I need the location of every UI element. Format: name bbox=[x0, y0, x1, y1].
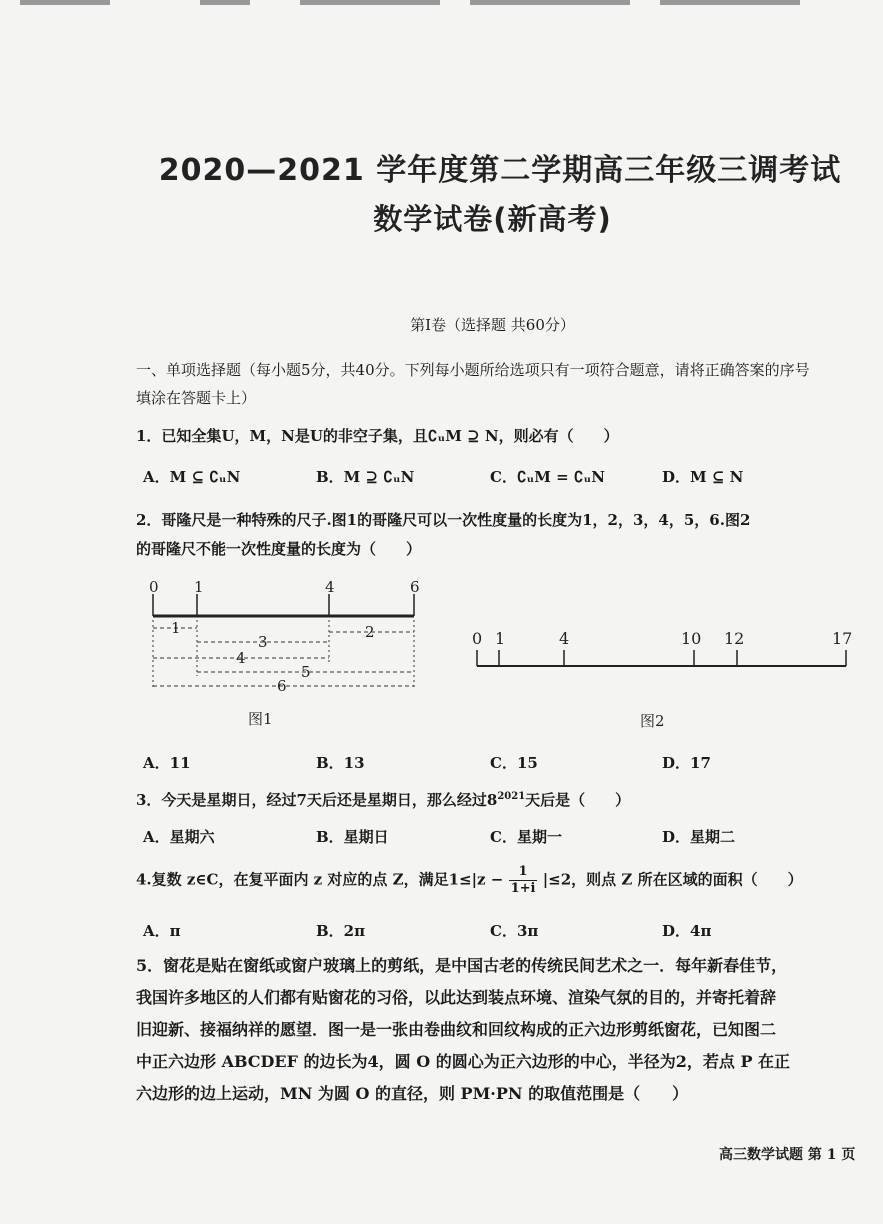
golomb-ruler-figure-2 bbox=[462, 622, 862, 734]
question-5-line-1: 5．窗花是贴在窗纸或窗户玻璃上的剪纸，是中国古老的传统民间艺术之一．每年新春佳节， bbox=[136, 956, 788, 975]
ruler-ticks bbox=[477, 650, 846, 666]
question-1-option-b: B．M ⊇ ∁ᵤN bbox=[316, 468, 415, 486]
tick-label: 1 bbox=[495, 629, 506, 648]
question-3-option-a: A．星期六 bbox=[143, 828, 215, 846]
figure-caption: 图2 bbox=[640, 712, 665, 730]
question-5-line-2: 我国许多地区的人们都有贴窗花的习俗，以此达到装点环境、渲染气氛的目的，并寄托着辞 bbox=[136, 988, 777, 1007]
part-heading: 第Ⅰ卷（选择题 共60分） bbox=[410, 316, 575, 334]
question-3-option-c: C．星期一 bbox=[490, 828, 562, 846]
tick-label: 0 bbox=[149, 578, 159, 596]
scan-mark bbox=[200, 0, 250, 5]
question-2-option-d: D．17 bbox=[662, 754, 711, 772]
scan-mark bbox=[20, 0, 110, 5]
measure-label: 4 bbox=[236, 649, 246, 667]
question-3-stem-post: 天后是（ ） bbox=[525, 791, 631, 809]
question-2-option-b: B．13 bbox=[316, 754, 365, 772]
question-5-line-5: 六边形的边上运动，MN 为圆 O 的直径，则 PM·PN 的取值范围是（ ） bbox=[136, 1084, 689, 1103]
question-4-stem bbox=[136, 864, 803, 897]
tick-label: 0 bbox=[472, 629, 483, 648]
golomb-ruler-figure-1 bbox=[140, 572, 430, 732]
tick-label: 4 bbox=[325, 578, 335, 596]
tick-label: 17 bbox=[832, 629, 853, 648]
measure-label: 1 bbox=[171, 619, 181, 637]
question-2-stem-cont: 的哥隆尺不能一次性度量的长度为（ ） bbox=[136, 540, 422, 558]
tick-label: 12 bbox=[724, 629, 745, 648]
question-5-line-3: 旧迎新、接福纳祥的愿望．图一是一张由卷曲纹和回纹构成的正六边形剪纸窗花，已知图二 bbox=[136, 1020, 777, 1039]
exam-title: 2020—2021 学年度第二学期高三年级三调考试 bbox=[158, 153, 842, 188]
tick-label: 1 bbox=[194, 578, 204, 596]
figure-caption: 图1 bbox=[248, 710, 273, 728]
question-1-option-c: C．∁ᵤM = ∁ᵤN bbox=[490, 468, 605, 486]
tick-label: 10 bbox=[681, 629, 702, 648]
ruler-ticks bbox=[153, 594, 414, 616]
section-instruction-cont: 填涂在答题卡上） bbox=[136, 389, 257, 407]
scan-mark bbox=[300, 0, 440, 5]
question-1-option-a: A．M ⊆ ∁ᵤN bbox=[143, 468, 241, 486]
tick-label: 4 bbox=[559, 629, 570, 648]
question-3-stem-pre: 3．今天是星期日，经过7天后还是星期日，那么经过8 bbox=[136, 791, 498, 809]
measure-label: 5 bbox=[301, 663, 311, 681]
section-instruction: 一、单项选择题（每小题5分，共40分。下列每小题所给选项只有一项符合题意，请将正确答案的序号 bbox=[136, 361, 810, 379]
scan-mark bbox=[470, 0, 630, 5]
question-5-line-4: 中正六边形 ABCDEF 的边长为4，圆 O 的圆心为正六边形的中心，半径为2，若点 P 在正 bbox=[136, 1052, 791, 1071]
question-4-option-c: C．3π bbox=[490, 922, 539, 940]
fraction-denominator: 1+i bbox=[510, 881, 536, 896]
exam-subtitle: 数学试卷(新高考) bbox=[373, 202, 612, 236]
question-1-option-d: D．M ⊆ N bbox=[662, 468, 744, 486]
question-3-stem bbox=[136, 789, 630, 810]
question-4-stem-pre: 4.复数 z∈C，在复平面内 z 对应的点 Z，满足1≤|z − bbox=[136, 870, 504, 889]
measure-label: 6 bbox=[277, 677, 287, 695]
tick-label: 6 bbox=[410, 578, 420, 596]
measure-label: 2 bbox=[365, 623, 375, 641]
question-2-option-a: A．11 bbox=[143, 754, 191, 772]
question-4-option-b: B．2π bbox=[316, 922, 366, 940]
question-2-option-c: C．15 bbox=[490, 754, 538, 772]
question-4-option-d: D．4π bbox=[662, 922, 712, 940]
page-footer: 高三数学试题 第 1 页 bbox=[719, 1147, 856, 1163]
fraction-numerator: 1 bbox=[509, 864, 538, 881]
question-4-option-a: A．π bbox=[143, 922, 181, 940]
question-2-stem: 2．哥隆尺是一种特殊的尺子.图1的哥隆尺可以一次性度量的长度为1，2，3，4，5，6.图2 bbox=[136, 511, 751, 529]
question-3-option-d: D．星期二 bbox=[662, 828, 736, 846]
question-4-stem-post: |≤2，则点 Z 所在区域的面积（ ） bbox=[542, 870, 803, 889]
question-4-fraction bbox=[509, 864, 538, 897]
question-3-option-b: B．星期日 bbox=[316, 828, 389, 846]
scan-mark bbox=[660, 0, 800, 5]
question-3-exponent: 2021 bbox=[497, 791, 526, 802]
measure-label: 3 bbox=[258, 633, 268, 651]
question-1-stem: 1．已知全集U，M，N是U的非空子集，且∁ᵤM ⊇ N，则必有（ ） bbox=[136, 427, 619, 445]
